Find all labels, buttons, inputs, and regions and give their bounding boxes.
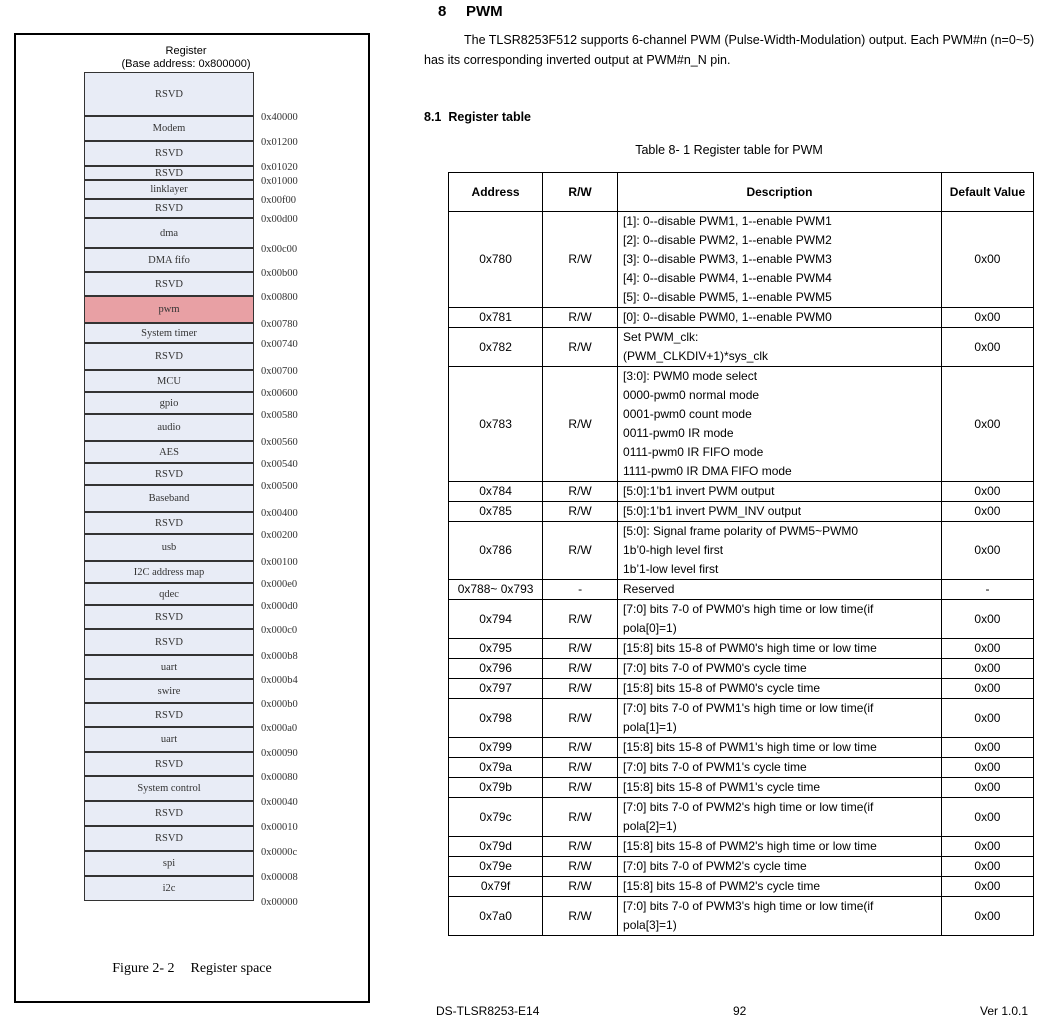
cell-address: 0x797 <box>449 679 543 699</box>
cell-description <box>618 522 942 580</box>
cell-description <box>618 758 942 778</box>
cell-description <box>618 857 942 877</box>
cell-default-value: 0x00 <box>941 798 1033 837</box>
register-block: RSVD <box>84 752 254 776</box>
register-block: I2C address map <box>84 561 254 583</box>
register-address: 0x00740 <box>261 339 298 350</box>
figure-caption-number: Figure 2- 2 <box>112 961 175 976</box>
register-address: 0x000c0 <box>261 625 298 636</box>
register-address: 0x0000c <box>261 847 298 858</box>
register-block: uart <box>84 655 254 679</box>
cell-address: 0x79a <box>449 758 543 778</box>
description-line: [3:0]: PWM0 mode select <box>623 369 758 383</box>
cell-rw: R/W <box>543 212 618 308</box>
cell-address: 0x799 <box>449 738 543 758</box>
cell-address: 0x783 <box>449 367 543 482</box>
description-line: [1]: 0--disable PWM1, 1--enable PWM1 <box>623 214 832 228</box>
description-line: Set PWM_clk: <box>623 330 699 344</box>
cell-rw: R/W <box>543 798 618 837</box>
cell-default-value: 0x00 <box>941 778 1033 798</box>
register-address: 0x00090 <box>261 748 298 759</box>
description-line: pola[2]=1) <box>623 819 677 833</box>
header-description: Description <box>618 173 942 212</box>
register-address: 0x40000 <box>261 112 298 123</box>
register-block: qdec <box>84 583 254 605</box>
register-address: 0x00580 <box>261 410 298 421</box>
figure-caption <box>16 961 368 977</box>
description-line: [7:0] bits 7-0 of PWM2's cycle time <box>623 859 807 873</box>
footer-version: Ver 1.0.1 <box>980 1004 1029 1018</box>
register-address: 0x000e0 <box>261 579 298 590</box>
cell-address: 0x781 <box>449 308 543 328</box>
table-row <box>449 600 1034 639</box>
register-block: RSVD <box>84 141 254 166</box>
cell-address: 0x796 <box>449 659 543 679</box>
cell-default-value: 0x00 <box>941 659 1033 679</box>
cell-description <box>618 502 942 522</box>
cell-address: 0x79f <box>449 877 543 897</box>
cell-address: 0x7a0 <box>449 897 543 936</box>
table-row <box>449 857 1034 877</box>
cell-address: 0x794 <box>449 600 543 639</box>
description-line: 0011-pwm0 IR mode <box>623 426 734 440</box>
description-line: (PWM_CLKDIV+1)*sys_clk <box>623 349 769 363</box>
register-address: 0x00000 <box>261 897 298 908</box>
register-address: 0x00010 <box>261 822 298 833</box>
description-line: pola[3]=1) <box>623 918 677 932</box>
register-address: 0x00500 <box>261 481 298 492</box>
cell-default-value: 0x00 <box>941 482 1033 502</box>
description-line: [2]: 0--disable PWM2, 1--enable PWM2 <box>623 233 832 247</box>
register-block: RSVD <box>84 605 254 629</box>
register-address: 0x000b0 <box>261 699 298 710</box>
register-address: 0x00008 <box>261 872 298 883</box>
cell-rw: - <box>543 580 618 600</box>
register-address: 0x00600 <box>261 388 298 399</box>
register-table <box>448 172 1034 936</box>
cell-rw: R/W <box>543 482 618 502</box>
table-row <box>449 482 1034 502</box>
register-address: 0x00f00 <box>261 195 296 206</box>
cell-description <box>618 699 942 738</box>
table-row <box>449 699 1034 738</box>
register-block: RSVD <box>84 199 254 218</box>
description-line: [15:8] bits 15-8 of PWM1's high time or low time <box>623 740 877 754</box>
register-block: pwm <box>84 296 254 323</box>
cell-rw: R/W <box>543 857 618 877</box>
cell-default-value: 0x00 <box>941 212 1033 308</box>
register-block: AES <box>84 441 254 463</box>
cell-default-value: 0x00 <box>941 367 1033 482</box>
table-row <box>449 778 1034 798</box>
register-address: 0x00560 <box>261 437 298 448</box>
description-line: [7:0] bits 7-0 of PWM0's high time or low time(if <box>623 602 874 616</box>
register-block: RSVD <box>84 703 254 727</box>
footer-doc-id: DS-TLSR8253-E14 <box>436 1004 540 1018</box>
description-line: 1b’0-high level first <box>623 543 724 557</box>
register-block: DMA fifo <box>84 248 254 272</box>
cell-description <box>618 877 942 897</box>
cell-address: 0x788~ 0x793 <box>449 580 543 600</box>
description-line: 0000-pwm0 normal mode <box>623 388 760 402</box>
register-address: 0x00100 <box>261 557 298 568</box>
register-address: 0x00080 <box>261 772 298 783</box>
register-address: 0x00400 <box>261 508 298 519</box>
register-block: Baseband <box>84 485 254 512</box>
cell-default-value: 0x00 <box>941 639 1033 659</box>
description-line: [5:0]:1’b1 invert PWM output <box>623 484 775 498</box>
subsection-number: 8.1 <box>424 110 442 124</box>
description-line: [0]: 0--disable PWM0, 1--enable PWM0 <box>623 310 832 324</box>
cell-address: 0x780 <box>449 212 543 308</box>
description-line: [15:8] bits 15-8 of PWM0's cycle time <box>623 681 821 695</box>
register-address: 0x00c00 <box>261 244 298 255</box>
register-address: 0x01020 <box>261 162 298 173</box>
cell-default-value: 0x00 <box>941 600 1033 639</box>
cell-description <box>618 482 942 502</box>
description-line: [15:8] bits 15-8 of PWM1's cycle time <box>623 780 821 794</box>
description-line: [4]: 0--disable PWM4, 1--enable PWM4 <box>623 271 832 285</box>
figure-title-line1: Register <box>165 45 207 57</box>
register-address: 0x00540 <box>261 459 298 470</box>
description-line: [7:0] bits 7-0 of PWM1's high time or low time(if <box>623 701 874 715</box>
cell-rw: R/W <box>543 600 618 639</box>
cell-rw: R/W <box>543 679 618 699</box>
register-block: RSVD <box>84 512 254 534</box>
cell-rw: R/W <box>543 877 618 897</box>
register-block: i2c <box>84 876 254 901</box>
register-block: System control <box>84 776 254 801</box>
table-row <box>449 308 1034 328</box>
register-block: RSVD <box>84 826 254 851</box>
register-block: RSVD <box>84 272 254 296</box>
description-line: [7:0] bits 7-0 of PWM0's cycle time <box>623 661 807 675</box>
register-block: spi <box>84 851 254 876</box>
cell-rw: R/W <box>543 308 618 328</box>
cell-description <box>618 837 942 857</box>
table-row <box>449 212 1034 308</box>
description-line: [15:8] bits 15-8 of PWM2's cycle time <box>623 879 821 893</box>
cell-description <box>618 600 942 639</box>
table-row <box>449 367 1034 482</box>
cell-description <box>618 308 942 328</box>
cell-description <box>618 580 942 600</box>
register-block: RSVD <box>84 801 254 826</box>
register-block: linklayer <box>84 180 254 199</box>
cell-default-value: - <box>941 580 1033 600</box>
cell-rw: R/W <box>543 659 618 679</box>
cell-default-value: 0x00 <box>941 758 1033 778</box>
cell-description <box>618 778 942 798</box>
table-caption: Table 8- 1 Register table for PWM <box>635 143 823 157</box>
cell-default-value: 0x00 <box>941 738 1033 758</box>
cell-default-value: 0x00 <box>941 328 1033 367</box>
description-line: [15:8] bits 15-8 of PWM2's high time or low time <box>623 839 877 853</box>
cell-default-value: 0x00 <box>941 699 1033 738</box>
header-address: Address <box>449 173 543 212</box>
figure-title-line2: (Base address: 0x800000) <box>121 58 251 70</box>
register-address: 0x00780 <box>261 319 298 330</box>
register-block: RSVD <box>84 166 254 180</box>
register-block: dma <box>84 218 254 248</box>
table-row <box>449 758 1034 778</box>
cell-description <box>618 798 942 837</box>
cell-description <box>618 639 942 659</box>
cell-description <box>618 738 942 758</box>
cell-address: 0x786 <box>449 522 543 580</box>
cell-address: 0x79d <box>449 837 543 857</box>
table-row <box>449 798 1034 837</box>
cell-default-value: 0x00 <box>941 877 1033 897</box>
description-line: 1111-pwm0 IR DMA FIFO mode <box>623 464 792 478</box>
section-intro <box>424 30 1054 70</box>
cell-description <box>618 328 942 367</box>
register-block: audio <box>84 414 254 441</box>
register-address: 0x000d0 <box>261 601 298 612</box>
register-address: 0x00d00 <box>261 214 298 225</box>
register-address: 0x000b8 <box>261 651 298 662</box>
table-body <box>449 212 1034 936</box>
cell-address: 0x79e <box>449 857 543 877</box>
register-address: 0x000b4 <box>261 675 298 686</box>
table-row <box>449 679 1034 699</box>
table-header-row <box>449 173 1034 212</box>
header-default-value: Default Value <box>941 173 1033 212</box>
cell-address: 0x782 <box>449 328 543 367</box>
table-row <box>449 877 1034 897</box>
register-block: RSVD <box>84 72 254 116</box>
section-heading <box>438 3 503 20</box>
description-line: 1b’1-low level first <box>623 562 719 576</box>
register-block: swire <box>84 679 254 703</box>
register-address: 0x00800 <box>261 292 298 303</box>
subsection-title: Register table <box>448 110 532 124</box>
cell-rw: R/W <box>543 758 618 778</box>
cell-description <box>618 212 942 308</box>
cell-rw: R/W <box>543 639 618 659</box>
cell-rw: R/W <box>543 738 618 758</box>
cell-rw: R/W <box>543 328 618 367</box>
cell-address: 0x79b <box>449 778 543 798</box>
cell-default-value: 0x00 <box>941 502 1033 522</box>
header-rw: R/W <box>543 173 618 212</box>
cell-description <box>618 367 942 482</box>
table-row <box>449 639 1034 659</box>
cell-rw: R/W <box>543 367 618 482</box>
cell-address: 0x784 <box>449 482 543 502</box>
cell-description <box>618 897 942 936</box>
cell-address: 0x798 <box>449 699 543 738</box>
register-block: RSVD <box>84 343 254 370</box>
description-line: [7:0] bits 7-0 of PWM2's high time or low time(if <box>623 800 874 814</box>
register-address: 0x000a0 <box>261 723 298 734</box>
cell-default-value: 0x00 <box>941 857 1033 877</box>
description-line: [3]: 0--disable PWM3, 1--enable PWM3 <box>623 252 832 266</box>
table-row <box>449 837 1034 857</box>
cell-address: 0x79c <box>449 798 543 837</box>
cell-rw: R/W <box>543 897 618 936</box>
cell-default-value: 0x00 <box>941 837 1033 857</box>
register-address: 0x01200 <box>261 137 298 148</box>
register-address: 0x01000 <box>261 176 298 187</box>
description-line: [5:0]: Signal frame polarity of PWM5~PWM0 <box>623 524 859 538</box>
section-intro-text: The TLSR8253F512 supports 6-channel PWM (Pulse-Width-Modulation) output. Each PWM#n (n=0~5) has its corresponding inverted output at PWM#n_N pin. <box>424 33 1035 67</box>
figure-title <box>102 45 270 71</box>
description-line: 0001-pwm0 count mode <box>623 407 752 421</box>
register-block: RSVD <box>84 463 254 485</box>
table-row <box>449 328 1034 367</box>
description-line: [5:0]:1’b1 invert PWM_INV output <box>623 504 802 518</box>
table-row <box>449 897 1034 936</box>
description-line: Reserved <box>623 582 675 596</box>
footer-page-number: 92 <box>733 1004 747 1018</box>
cell-default-value: 0x00 <box>941 679 1033 699</box>
table-row <box>449 580 1034 600</box>
description-line: [7:0] bits 7-0 of PWM1's cycle time <box>623 760 807 774</box>
register-block: MCU <box>84 370 254 392</box>
cell-default-value: 0x00 <box>941 897 1033 936</box>
register-address: 0x00200 <box>261 530 298 541</box>
description-line: [7:0] bits 7-0 of PWM3's high time or low time(if <box>623 899 874 913</box>
register-block: RSVD <box>84 629 254 655</box>
register-address: 0x00700 <box>261 366 298 377</box>
cell-rw: R/W <box>543 699 618 738</box>
register-address: 0x00b00 <box>261 268 298 279</box>
register-block: usb <box>84 534 254 561</box>
description-line: 0111-pwm0 IR FIFO mode <box>623 445 764 459</box>
table-row <box>449 522 1034 580</box>
register-block: gpio <box>84 392 254 414</box>
description-line: pola[1]=1) <box>623 720 677 734</box>
table-row <box>449 659 1034 679</box>
description-line: pola[0]=1) <box>623 621 677 635</box>
cell-description <box>618 679 942 699</box>
table-row <box>449 738 1034 758</box>
register-space-figure <box>14 33 370 1003</box>
register-address: 0x00040 <box>261 797 298 808</box>
cell-rw: R/W <box>543 837 618 857</box>
register-block: System timer <box>84 323 254 343</box>
section-number: 8 <box>438 3 447 20</box>
description-line: [15:8] bits 15-8 of PWM0's high time or low time <box>623 641 877 655</box>
cell-default-value: 0x00 <box>941 522 1033 580</box>
cell-rw: R/W <box>543 502 618 522</box>
table-row <box>449 502 1034 522</box>
cell-rw: R/W <box>543 522 618 580</box>
cell-address: 0x795 <box>449 639 543 659</box>
description-line: [5]: 0--disable PWM5, 1--enable PWM5 <box>623 290 832 304</box>
cell-rw: R/W <box>543 778 618 798</box>
cell-default-value: 0x00 <box>941 308 1033 328</box>
register-block: Modem <box>84 116 254 141</box>
register-block: uart <box>84 727 254 752</box>
figure-caption-text: Register space <box>190 961 272 976</box>
cell-description <box>618 659 942 679</box>
section-title: PWM <box>466 3 503 20</box>
cell-address: 0x785 <box>449 502 543 522</box>
subsection-heading <box>424 110 531 124</box>
